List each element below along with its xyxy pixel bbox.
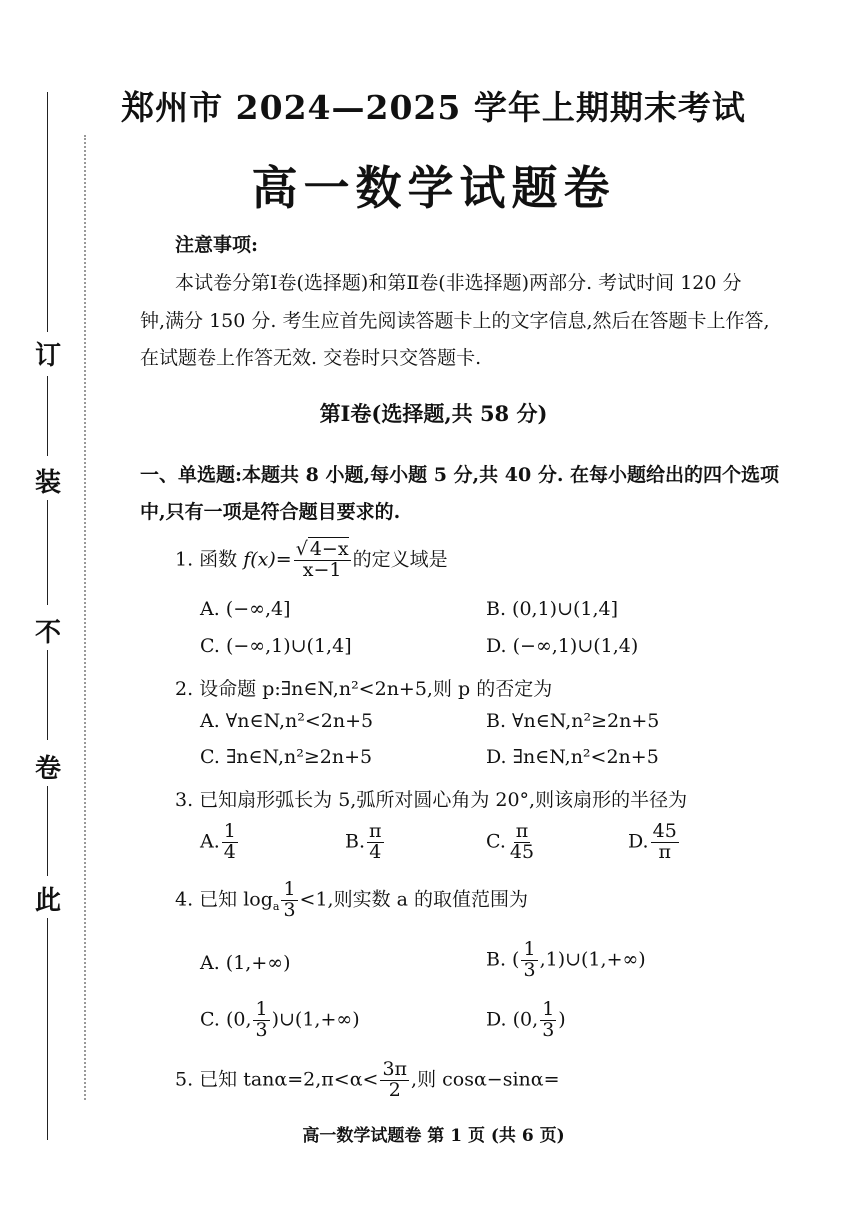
notice-line-3: 在试题卷上作答无效. 交卷时只交答题卡. [140,347,482,369]
paper-title: 高一数学试题卷 [251,161,616,215]
exam-title: 郑州市 2024—2025 学年上期期末考试 [121,88,746,127]
binding-char-ding: 订 [34,341,61,371]
binding-char-zhuang: 装 [34,468,61,498]
question-4-option-d: D. (0, $\frac{1}{3}$ ) [486,998,566,1041]
question-4-option-a: A. (1,+∞) [200,952,291,974]
question-4-stem: 4. 已知 $\log_a$ $\frac{1}{3}$ <1,则实数 a 的取值范围为 [175,878,529,921]
dotted-cut-line [84,135,86,1100]
question-3-option-c: C. $\frac{\pi}{45}$ [486,820,535,863]
question-4-option-b: B. ( $\frac{1}{3}$ ,1)∪(1,+∞) [486,938,646,981]
question-2-option-c: C. ∃n∈N,n²≥2n+5 [200,746,373,768]
question-1-option-d: D. (−∞,1)∪(1,4) [486,635,639,657]
notice-line-2: 钟,满分 150 分. 考生应首先阅读答题卡上的文字信息,然后在答题卡上作答, [140,310,770,332]
question-2-stem: 2. 设命题 p:∃n∈N,n²<2n+5,则 p 的否定为 [175,678,553,700]
binding-char-ci: 此 [34,886,61,916]
notice-line-1: 本试卷分第Ⅰ卷(选择题)和第Ⅱ卷(非选择题)两部分. 考试时间 120 分 [175,272,742,294]
question-3-stem: 3. 已知扇形弧长为 5,弧所对圆心角为 20°,则该扇形的半径为 [175,789,688,811]
binding-line [47,650,48,740]
binding-line [47,500,48,605]
question-2-option-d: D. ∃n∈N,n²<2n+5 [486,746,659,768]
binding-char-bu: 不 [34,618,61,648]
question-2-option-a: A. ∀n∈N,n²<2n+5 [200,710,374,732]
question-1-stem: 1. 函数 f(x)= $\frac{√ 4-x}{x-1}$ 的定义域是 [175,538,448,581]
question-1-option-b: B. (0,1)∪(1,4] [486,598,619,620]
question-3-option-a: A. $\frac{1}{4}$ [200,820,236,863]
section-title: 第Ⅰ卷(选择题,共 58 分) [319,401,548,426]
question-5-stem: 5. 已知 tanα=2,π<α< $\frac{3\pi}{2}$ ,则 cosα−sinα= [175,1058,560,1101]
fraction: $\frac{√ 4-x}{x-1}$ [295,538,349,581]
question-1-option-c: C. (−∞,1)∪(1,4] [200,635,352,657]
binding-line [47,786,48,876]
notice-heading: 注意事项: [175,234,259,256]
question-1-option-a: A. (−∞,4] [200,598,291,620]
question-3-option-b: B. $\frac{\pi}{4}$ [345,820,382,863]
part-instruction-1: 一、单选题:本题共 8 小题,每小题 5 分,共 40 分. 在每小题给出的四个选项 [140,464,780,486]
question-4-option-c: C. (0, $\frac{1}{3}$ )∪(1,+∞) [200,998,360,1041]
part-instruction-2: 中,只有一项是符合题目要求的. [140,501,401,523]
question-2-option-b: B. ∀n∈N,n²≥2n+5 [486,710,660,732]
page-footer: 高一数学试题卷 第 1 页 (共 6 页) [302,1126,565,1146]
binding-char-juan: 卷 [34,754,61,784]
question-3-option-d: D. $\frac{45}{\pi}$ [628,820,677,863]
binding-line [47,918,48,1140]
